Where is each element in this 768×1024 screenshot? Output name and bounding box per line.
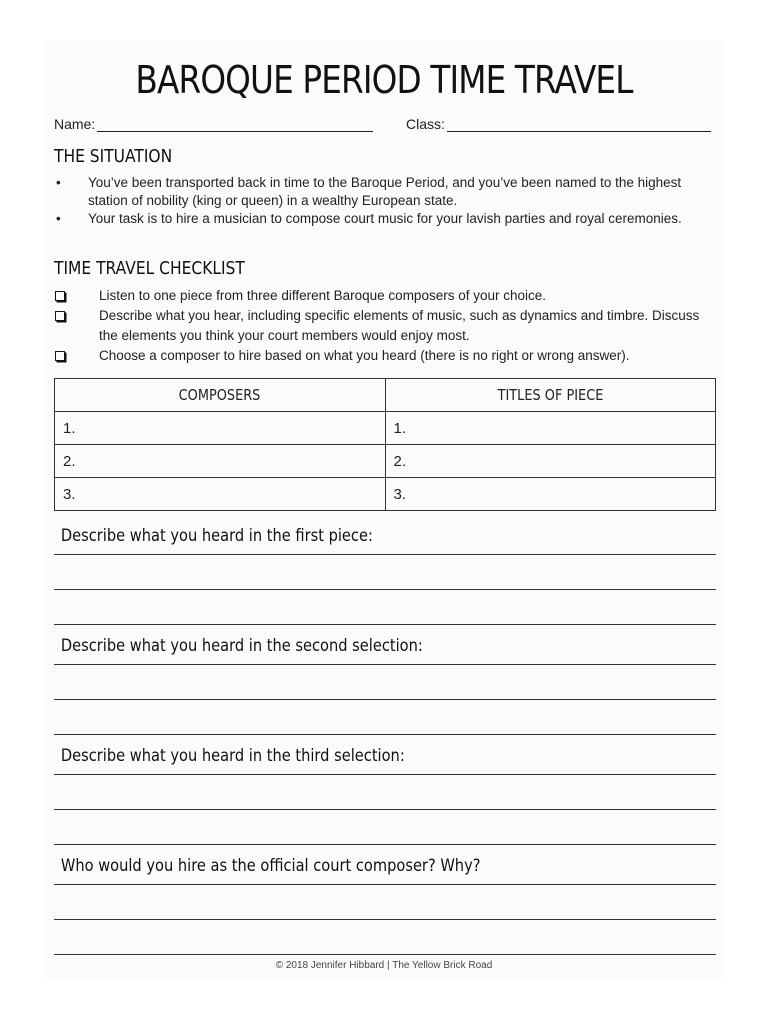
question-label: Who would you hire as the official court composer? Why? (60, 856, 481, 876)
list-item: • You’ve been transported back in time to the Baroque Period, and you’ve been named to the highest station of nobility (king or queen) in a wealthy European state. (56, 175, 682, 208)
question-third-selection (54, 744, 716, 845)
writing-line[interactable] (54, 920, 716, 955)
name-label: Name: (54, 116, 96, 132)
column-header-composers: COMPOSERS (55, 379, 386, 412)
checkbox-icon[interactable] (55, 291, 65, 301)
table-row (55, 412, 716, 445)
question-label: Describe what you heard in the third selection: (60, 746, 405, 766)
checklist-item[interactable]: Listen to one piece from three different Baroque composers of your choice. (54, 286, 704, 306)
writing-line[interactable] (54, 665, 716, 700)
class-label: Class: (406, 116, 445, 132)
writing-line[interactable] (54, 548, 716, 555)
table-header-row (55, 379, 716, 412)
question-court-composer (54, 854, 716, 955)
table-cell[interactable]: 3. (385, 478, 716, 511)
table-cell[interactable]: 3. (55, 478, 386, 511)
bullet-icon: • (56, 175, 61, 190)
class-line[interactable] (447, 117, 711, 132)
table-row (55, 478, 716, 511)
worksheet-page (46, 40, 722, 980)
page-title: BAROQUE PERIOD TIME TRAVEL (135, 58, 633, 102)
question-label: Describe what you heard in the first piece: (60, 526, 373, 546)
checklist-heading: TIME TRAVEL CHECKLIST (54, 258, 245, 279)
writing-line[interactable] (54, 555, 716, 590)
question-label: Describe what you heard in the second selection: (60, 636, 423, 656)
writing-line[interactable] (54, 775, 716, 810)
question-first-piece (54, 524, 716, 625)
bullet-icon: • (56, 211, 61, 226)
table-cell[interactable]: 2. (385, 445, 716, 478)
table-cell[interactable]: 2. (55, 445, 386, 478)
situation-heading: THE SITUATION (54, 146, 173, 167)
checklist-item[interactable]: Describe what you hear, including specific elements of music, such as dynamics and timbre. Discuss the elements you think your court members would enjoy most. (54, 306, 704, 346)
column-header-titles: TITLES OF PIECE (385, 379, 716, 412)
checkbox-icon[interactable] (55, 311, 65, 321)
name-class-row (54, 116, 714, 136)
writing-line[interactable] (54, 658, 716, 665)
question-second-selection (54, 634, 716, 735)
name-field[interactable] (54, 116, 373, 132)
writing-line[interactable] (54, 768, 716, 775)
table-cell[interactable]: 1. (55, 412, 386, 445)
writing-line[interactable] (54, 590, 716, 625)
writing-line[interactable] (54, 700, 716, 735)
writing-line[interactable] (54, 885, 716, 920)
name-line[interactable] (97, 117, 373, 132)
copyright-footer: © 2018 Jennifer Hibbard | The Yellow Brick Road (275, 960, 493, 971)
writing-line[interactable] (54, 810, 716, 845)
composers-table (54, 378, 716, 511)
checklist-item[interactable]: Choose a composer to hire based on what you heard (there is no right or wrong answer). (54, 346, 704, 366)
situation-list (54, 174, 694, 228)
checkbox-icon[interactable] (55, 351, 65, 361)
table-cell[interactable]: 1. (385, 412, 716, 445)
class-field[interactable] (406, 116, 711, 132)
checklist (54, 286, 704, 366)
list-item: • Your task is to hire a musician to compose court music for your lavish parties and royal ceremonies. (56, 211, 682, 226)
table-row (55, 445, 716, 478)
writing-line[interactable] (54, 878, 716, 885)
